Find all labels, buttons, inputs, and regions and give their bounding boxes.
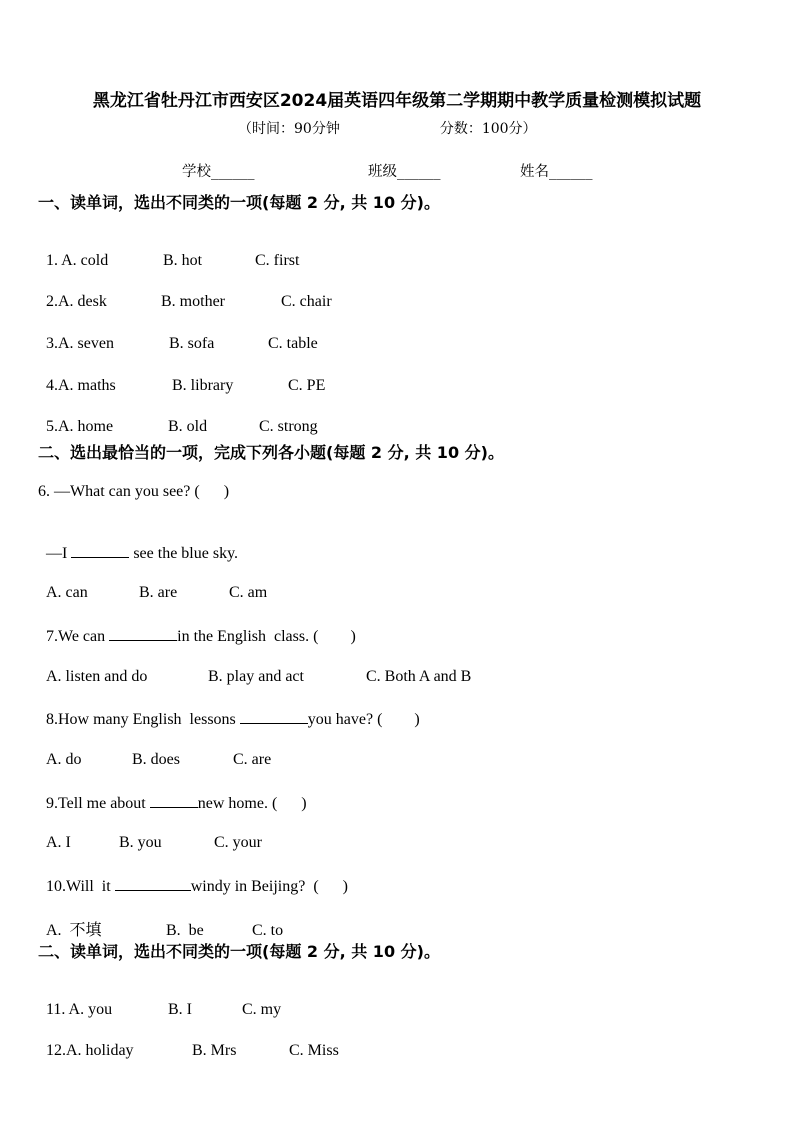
q9-stem-start: 9.Tell me about [46,795,146,812]
q7-option-a[interactable]: A. listen and do [46,668,148,685]
q12-option-a: 12.A. holiday [46,1042,134,1059]
question-3 [38,317,318,353]
q11-option-b: B. I [168,1001,192,1018]
page-title: 黑龙江省牡丹江市西安区2024届英语四年级第二学期期中教学质量检测模拟试题 [92,91,702,111]
question-6-options [38,566,267,602]
q10-answer-blank[interactable] [115,876,191,891]
q10-option-c[interactable]: C. to [252,922,284,939]
question-6-reply [38,525,238,563]
q6-option-b[interactable]: B. are [139,584,178,601]
q4-option-b: B. library [172,377,234,394]
name-field[interactable]: 姓名______ [520,164,593,180]
question-8-stem [38,691,420,729]
section-1-heading: 一、读单词，选出不同类的一项(每题 2 分, 共 10 分)。 [38,193,440,212]
class-field[interactable]: 班级______ [368,164,441,180]
section-2-heading: 二、选出最恰当的一项，完成下列各小题(每题 2 分, 共 10 分)。 [38,443,504,462]
q10-stem-start: 10.Will it [46,878,111,895]
q1-option-a: 1. A. cold [46,252,109,269]
school-field[interactable]: 学校______ [182,164,255,180]
q8-answer-blank[interactable] [240,709,308,724]
question-6-stem: 6. —What can you see? ( ) [38,483,230,500]
question-10-stem [38,858,348,896]
q9-option-a[interactable]: A. I [46,834,71,851]
question-5 [38,400,318,436]
q8-option-c[interactable]: C. are [233,751,272,768]
question-7-stem [38,608,356,646]
section-3-heading: 二、读单词，选出不同类的一项(每题 2 分, 共 10 分)。 [38,942,440,961]
q5-option-c: C. strong [259,418,318,435]
q8-stem-end: you have? ( ) [307,711,420,728]
q8-stem-start: 8.How many English lessons [46,711,236,728]
question-12 [38,1024,339,1060]
question-2 [38,275,332,311]
question-9-options [38,816,262,852]
q9-option-c[interactable]: C. your [214,834,262,851]
q2-option-b: B. mother [161,293,225,310]
q2-option-c: C. chair [281,293,332,310]
time-limit: （时间：90分钟 [238,121,340,137]
q10-option-a[interactable]: A. 不填 [46,922,102,939]
q10-stem-end: windy in Beijing? ( ) [190,878,348,895]
q9-stem-end: new home. ( ) [197,795,307,812]
q8-option-b[interactable]: B. does [132,751,180,768]
question-7-options [38,650,471,686]
q1-option-b: B. hot [163,252,203,269]
question-9-stem [38,775,307,813]
q4-option-a: 4.A. maths [46,377,116,394]
q11-option-a: 11. A. you [46,1001,113,1018]
q6-answer-blank[interactable] [71,543,129,558]
q5-option-a: 5.A. home [46,418,114,435]
q7-stem-start: 7.We can [46,628,106,645]
question-11 [38,983,281,1019]
q1-option-c: C. first [255,252,300,269]
question-8-options [38,733,271,769]
q10-option-b[interactable]: B. be [166,922,204,939]
q9-answer-blank[interactable] [150,793,198,808]
q8-option-a[interactable]: A. do [46,751,82,768]
q3-option-c: C. table [268,335,318,352]
question-1 [38,234,299,270]
q7-answer-blank[interactable] [109,626,177,641]
q6-option-c[interactable]: C. am [229,584,268,601]
total-score: 分数：100分） [439,121,537,137]
q7-option-b[interactable]: B. play and act [208,668,304,685]
q11-option-c: C. my [242,1001,282,1018]
q12-option-b: B. Mrs [192,1042,237,1059]
exam-meta [238,118,537,138]
q12-option-c: C. Miss [289,1042,339,1059]
q7-option-c[interactable]: C. Both A and B [366,668,472,685]
q4-option-c: C. PE [288,377,326,394]
q6-reply-end: see the blue sky. [133,545,239,562]
q9-option-b[interactable]: B. you [119,834,162,851]
q3-option-a: 3.A. seven [46,335,114,352]
q2-option-a: 2.A. desk [46,293,107,310]
q7-stem-end: in the English class. ( ) [177,628,356,645]
question-10-options [38,899,283,940]
question-4 [38,359,325,395]
q6-reply-start: —I [46,545,68,562]
q3-option-b: B. sofa [169,335,215,352]
q5-option-b: B. old [168,418,208,435]
q6-option-a[interactable]: A. can [46,584,88,601]
